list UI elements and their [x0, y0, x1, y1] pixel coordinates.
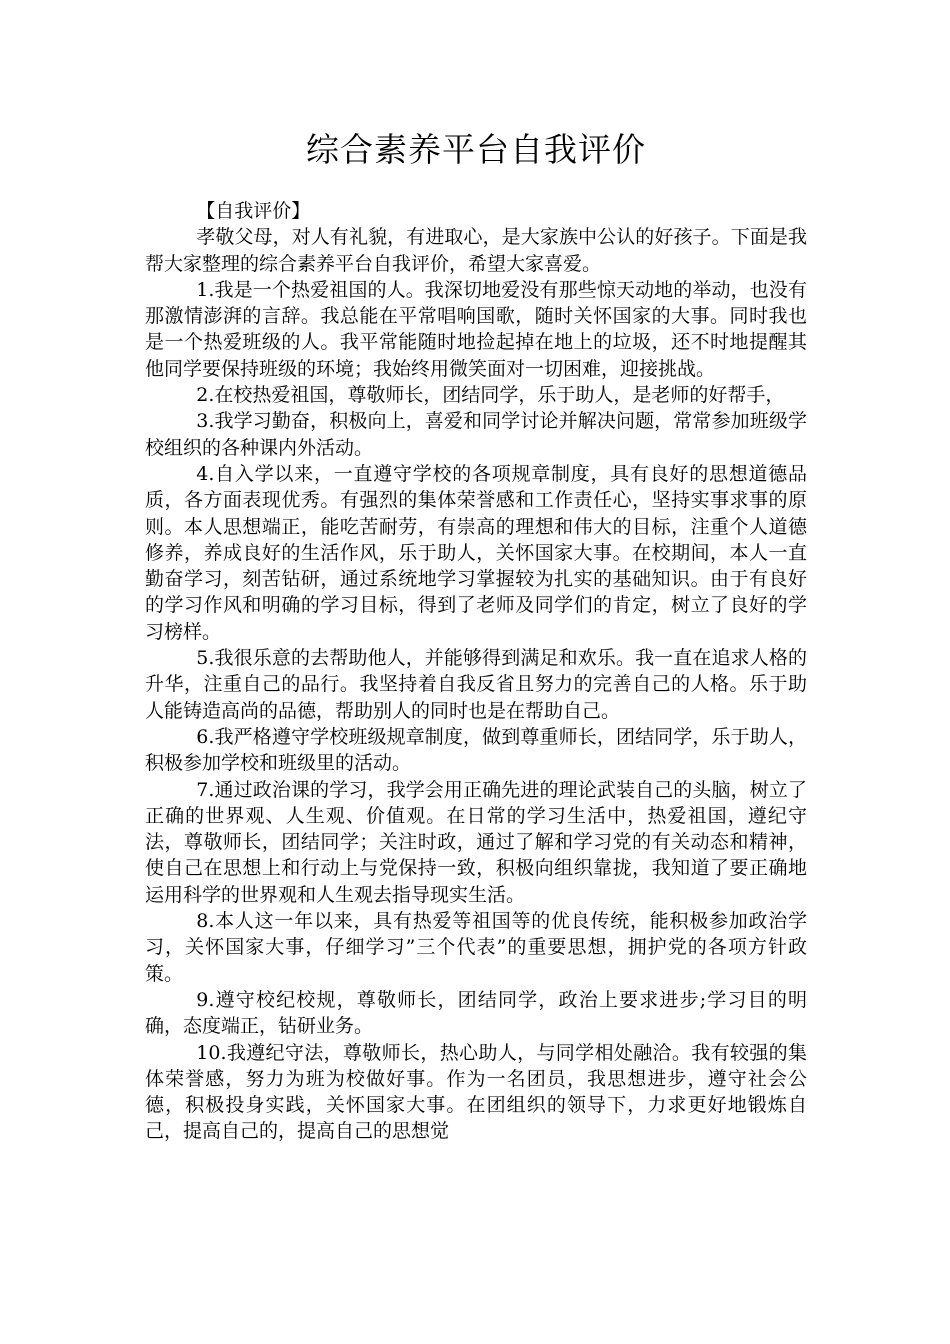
document-title: 综合素养平台自我评价	[306, 130, 646, 169]
paragraph-4: 4.自入学以来，一直遵守学校的各项规章制度，具有良好的思想道德品质，各方面表现优秀。有强烈的集体荣誉感和工作责任心，坚持实事求事的原则。本人思想端正，能吃苦耐劳，有崇高的理想和伟大的目标，注重个人道德修养，养成良好的生活作风，乐于助人，关怀国家大事。在校期间，本人一直勤奋学习，刻苦钻研，通过系统地学习掌握较为扎实的基础知识。由于有良好的学习作风和明确的学习目标，得到了老师及同学们的肯定，树立了良好的学习榜样。	[145, 462, 807, 643]
section-heading: 【自我评价】	[196, 200, 311, 222]
paragraph-8: 8.本人这一年以来，具有热爱等祖国等的优良传统，能积极参加政治学习，关怀国家大事，仔细学习”三个代表”的重要思想，拥护党的各项方针政策。	[145, 910, 807, 985]
paragraph-2: 2.在校热爱祖国，尊敬师长，团结同学，乐于助人，是老师的好帮手，	[196, 384, 785, 407]
paragraph-1: 1.我是一个热爱祖国的人。我深切地爱没有那些惊天动地的举动，也没有那激情澎湃的言辞。我总能在平常唱响国歌，随时关怀国家的大事。同时我也是一个热爱班级的人。我平常能随时地捡起掉在地上的垃圾，还不时地提醒其他同学要保持班级的环境；我始终用微笑面对一切困难，迎接挑战。	[145, 278, 807, 380]
paragraph-intro: 孝敬父母，对人有礼貌，有进取心，是大家族中公认的好孩子。下面是我帮大家整理的综合素养平台自我评价，希望大家喜爱。	[145, 226, 807, 275]
paragraph-3: 3.我学习勤奋，积极向上，喜爱和同学讨论并解决问题，常常参加班级学校组织的各种课内外活动。	[145, 410, 807, 459]
paragraph-9: 9.遵守校纪校规，尊敬师长，团结同学，政治上要求进步;学习目的明确，态度端正，钻研业务。	[145, 988, 807, 1038]
document-body	[145, 198, 807, 1145]
paragraph-7: 7.通过政治课的学习，我学会用正确先进的理论武装自己的头脑，树立了正确的世界观、人生观、价值观。在日常的学习生活中，热爱祖国，遵纪守法，尊敬师长，团结同学；关注时政，通过了解和学习党的有关动态和精神，使自己在思想上和行动上与党保持一致，积极向组织靠拢，我知道了要正确地运用科学的世界观和人生观去指导现实生活。	[145, 778, 807, 906]
paragraph-5: 5.我很乐意的去帮助他人，并能够得到满足和欢乐。我一直在追求人格的升华，注重自己的品行。我坚持着自我反省且努力的完善自己的人格。乐于助人能铸造高尚的品德，帮助别人的同时也是在帮助自己。	[145, 647, 807, 722]
document-page	[145, 128, 807, 1145]
paragraph-10: 10.我遵纪守法，尊敬师长，热心助人，与同学相处融洽。我有较强的集体荣誉感，努力为班为校做好事。作为一名团员，我思想进步，遵守社会公德，积极投身实践，关怀国家大事。在团组织的领导下，力求更好地锻炼自己，提高自己的，提高自己的思想觉	[145, 1041, 807, 1143]
paragraph-6: 6.我严格遵守学校班级规章制度，做到尊重师长，团结同学，乐于助人，积极参加学校和班级里的活动。	[145, 725, 807, 775]
